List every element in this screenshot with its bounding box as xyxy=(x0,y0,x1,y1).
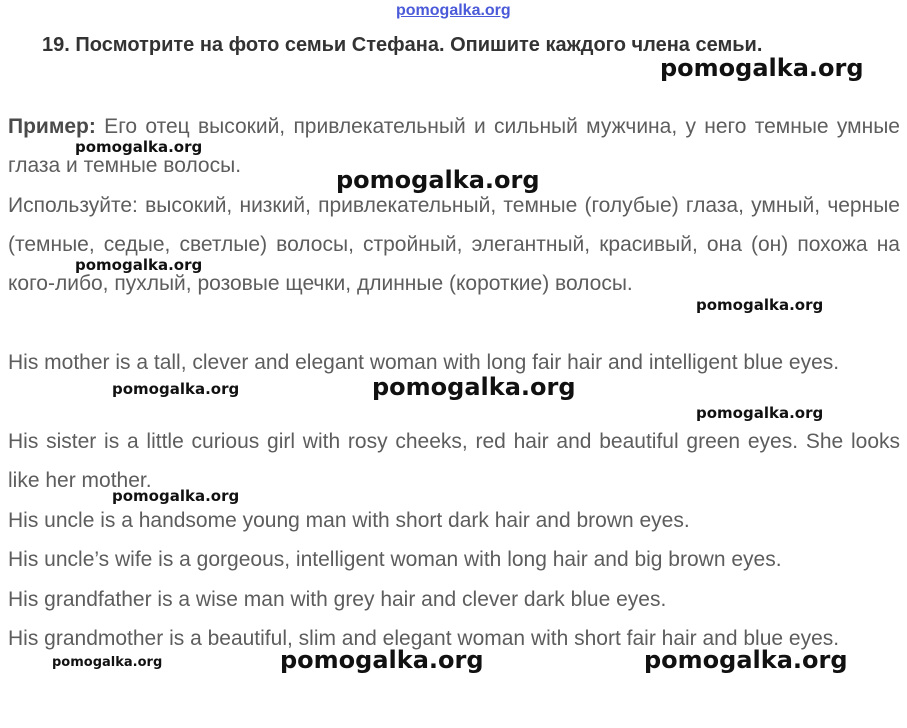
answer-grandmother: His grandmother is a beautiful, slim and elegant woman with short fair hair and blue eyes. xyxy=(8,627,840,650)
watermark: pomogalka.org xyxy=(112,380,240,398)
watermark: pomogalka.org xyxy=(660,54,864,82)
example-label: Пример: xyxy=(8,115,96,138)
watermark: pomogalka.org xyxy=(75,256,203,274)
answer-uncle: His uncle is a handsome young man with short dark hair and brown eyes. xyxy=(8,509,690,532)
watermark: pomogalka.org xyxy=(112,487,240,505)
answer-sister: His sister is a little curious girl with rosy cheeks, red hair and beautiful green eyes. She looks like her mother. xyxy=(8,430,900,492)
answer-mother: His mother is a tall, clever and elegant woman with long fair hair and intelligent blue eyes. xyxy=(8,351,840,374)
answer-grandfather: His grandfather is a wise man with grey hair and clever dark blue eyes. xyxy=(8,588,667,611)
watermark: pomogalka.org xyxy=(52,655,163,670)
example-text: Его отец высокий, привлекательный и сильный мужчина, у него темные умные глаза и темные волосы. xyxy=(8,115,900,177)
answer-uncles-wife: His uncle’s wife is a gorgeous, intelligent woman with long hair and big brown eyes. xyxy=(8,548,782,571)
watermark: pomogalka.org xyxy=(75,138,203,156)
use-words-paragraph: Используйте: высокий, низкий, привлекательный, темные (голубые) глаза, умный, черные (темные, седые, светлые) волосы, стройный, элегантный, красивый, она (он) похожа на кого-либо, пухлый, розовые щечки, длинные (короткие) волосы. xyxy=(8,194,900,295)
watermark: pomogalka.org xyxy=(696,404,824,422)
header-watermark[interactable]: pomogalka.org xyxy=(396,2,511,19)
watermark: pomogalka.org xyxy=(696,296,824,314)
watermark: pomogalka.org xyxy=(336,166,540,194)
task-title: 19. Посмотрите на фото семьи Стефана. Опишите каждого члена семьи. xyxy=(42,34,763,56)
watermark: pomogalka.org xyxy=(372,373,576,401)
watermark: pomogalka.org xyxy=(644,646,848,674)
watermark: pomogalka.org xyxy=(280,646,484,674)
